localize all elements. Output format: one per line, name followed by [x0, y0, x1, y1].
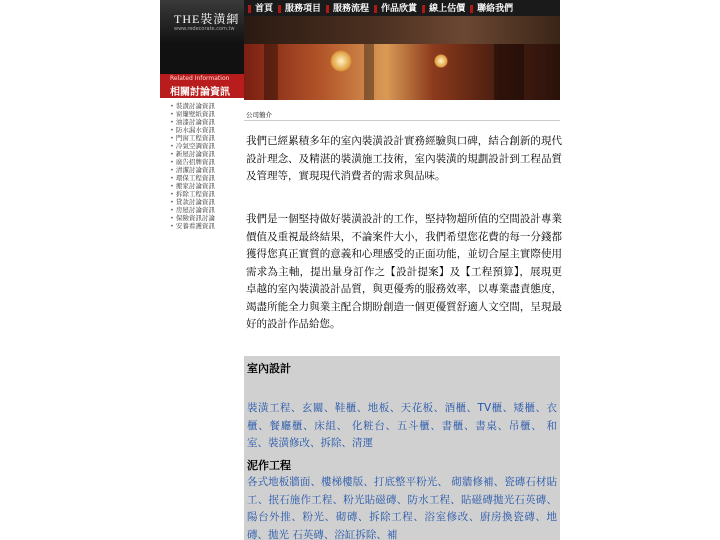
nav-services[interactable]: 服務項目: [278, 2, 326, 16]
sidebar-item[interactable]: • 拆除工程資訊: [170, 190, 215, 198]
sidebar-item[interactable]: • 房屋討論資訊: [170, 206, 215, 214]
logo[interactable]: [160, 0, 244, 44]
mission-paragraph: 我們是一個堅持做好裝潢設計的工作，堅持物超所值的空間設計專業價值及重視最終結果，不論案件大小，我們希望您花費的每一分錢都獲得您真正實質的意義和心理感受的正面功能，並切合屋主實際使用需求為主軸，提出量身訂作之【設計提案】及【工程預算】，展現更卓越的室內裝潢設計品質，與更優秀的服務效率，以專業盡責態度，竭盡所能全力與業主配合期盼創造一個更優質舒適人文空間，呈現最好的設計作品給您。: [246, 213, 562, 330]
sidebar-item[interactable]: • 門窗工程資訊: [170, 134, 215, 142]
intro-paragraph: 我們已經累積多年的室內裝潢設計實務經驗與口碑，結合創新的現代設計理念、及精湛的裝潢施工技術，室內裝潢的規劃設計到工程品質及管理等，實現現代消費者的需求與品味。: [246, 135, 562, 182]
sidebar-header-bg: [160, 44, 244, 74]
sidebar-item[interactable]: • 冷氣空調資訊: [170, 142, 215, 150]
nav-process[interactable]: 服務流程: [326, 2, 374, 16]
nav-portfolio[interactable]: 作品欣賞: [374, 2, 422, 16]
banner-lamp: [434, 54, 448, 68]
breadcrumb: 公司簡介: [246, 111, 272, 119]
logo-text: THE裝潢網: [174, 12, 240, 26]
category-title: 泥作工程: [247, 459, 291, 472]
banner-shadow: [364, 44, 374, 100]
sidebar-item[interactable]: • 油漆討論資訊: [170, 118, 215, 126]
service-categories: [244, 356, 560, 540]
nav-estimate[interactable]: 線上估價: [422, 2, 470, 16]
banner-lamp: [330, 50, 352, 72]
banner-image: [244, 44, 560, 100]
nav-contact[interactable]: 聯絡我們: [470, 2, 518, 16]
sidebar-item[interactable]: • 搬家討論資訊: [170, 182, 215, 190]
category-links[interactable]: 裝潢工程、玄關、鞋櫃、地板、天花板、酒櫃、TV櫃、矮櫃、衣櫃、餐廳櫃、床組、 化粧台、五斗櫃、書櫃、書桌、吊櫃、 和室、裝潢修改、拆除、清運: [247, 402, 557, 449]
sidebar-list: [170, 102, 215, 230]
sidebar-item[interactable]: • 環保工程資訊: [170, 174, 215, 182]
top-nav: [248, 2, 560, 16]
sidebar-item[interactable]: • 窗簾壁紙資訊: [170, 110, 215, 118]
sidebar-item[interactable]: • 裝潢討論資訊: [170, 102, 215, 110]
page: [160, 0, 560, 540]
sidebar-title-en: Related Information: [170, 75, 230, 82]
sidebar-title: [160, 74, 244, 98]
category-title: 室內設計: [247, 362, 291, 375]
sidebar-item[interactable]: • 防水漏水資訊: [170, 126, 215, 134]
header: [160, 0, 560, 44]
sidebar-title-zh: 相關討論資訊: [170, 87, 230, 98]
logo-url: www.redecorate.com.tw: [174, 26, 235, 32]
nav-home[interactable]: 首頁: [248, 2, 278, 16]
sidebar-item[interactable]: • 保險資訊討論: [170, 214, 215, 222]
sidebar-item[interactable]: • 廣告招牌資訊: [170, 158, 215, 166]
divider: [244, 120, 560, 121]
header-photo-strip: [244, 16, 560, 44]
sidebar-item[interactable]: • 貸款討論資訊: [170, 198, 215, 206]
sidebar-item[interactable]: • 清潔討論資訊: [170, 166, 215, 174]
banner-shadow: [494, 44, 524, 100]
category-links[interactable]: 各式地板牆面、樓梯樓版、打底整平粉光、 砌牆修補、瓷磚石材貼工、抿石施作工程、粉光貼磁磚、防水工程、貼磁磚拋光石英磚、陽台外推、粉光、砌磚、拆除工程、浴室修改、廚房換瓷磚、地磚、拋光 石英磚、浴缸拆除、補: [247, 476, 557, 540]
sidebar-item[interactable]: • 新屋討論資訊: [170, 150, 215, 158]
banner-shadow: [264, 44, 278, 100]
sidebar-item[interactable]: • 安養看護資訊: [170, 222, 215, 230]
